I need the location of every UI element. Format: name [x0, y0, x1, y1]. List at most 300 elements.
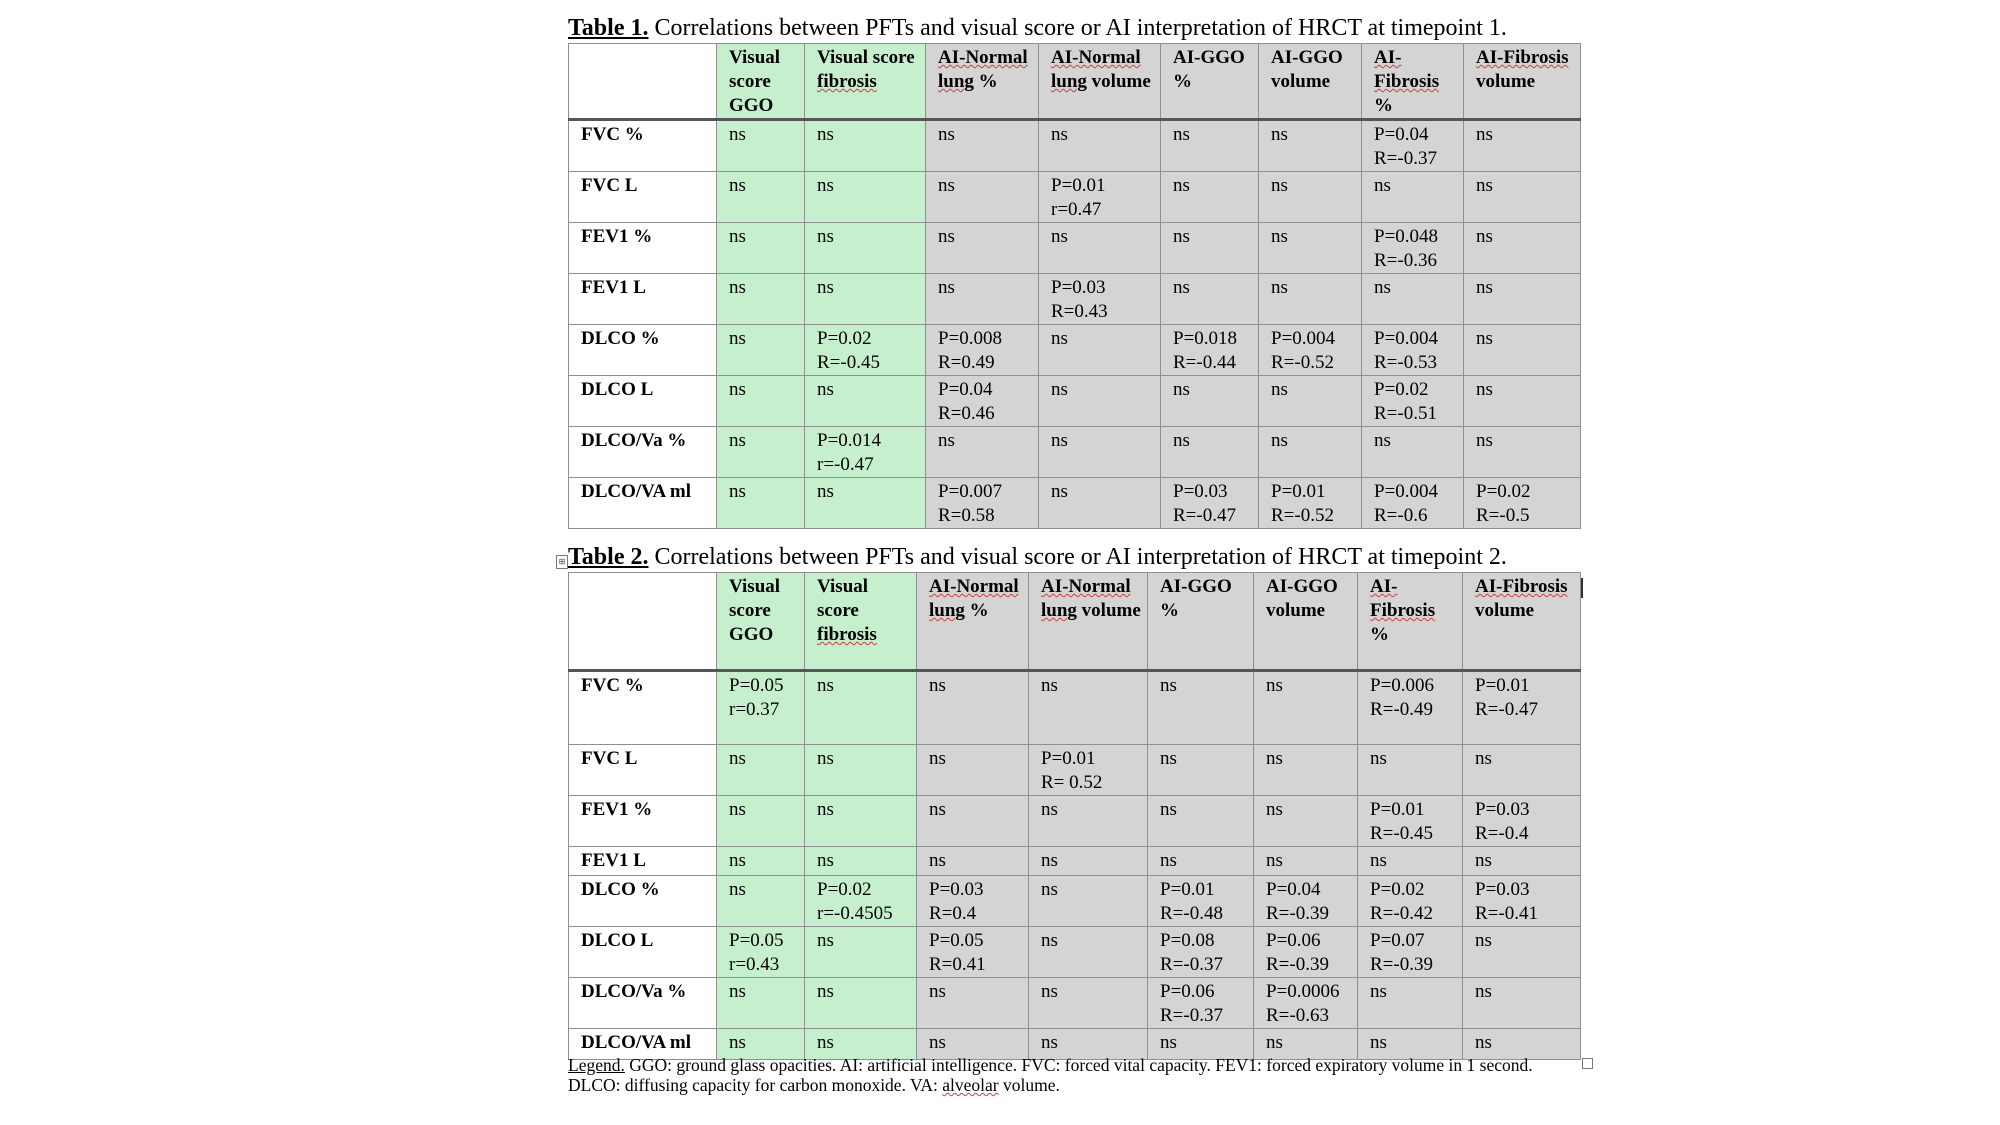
table-cell	[1259, 274, 1362, 325]
cell-line: ns	[1266, 748, 1283, 769]
cell-line: R=-0.45	[817, 352, 880, 373]
row-header-dlco-va-ml: DLCO/VA ml	[569, 1029, 717, 1060]
cell-line: R=-0.51	[1374, 403, 1437, 424]
cell-line: P=0.03	[1051, 277, 1106, 298]
cell-line: R=-0.49	[1370, 699, 1433, 720]
table1-caption-text: Correlations between PFTs and visual score or AI interpretation of HRCT at timepoint 1.	[648, 15, 1507, 41]
table-cell	[917, 847, 1029, 876]
table-cell	[1161, 223, 1259, 274]
cell-line: ns	[817, 850, 834, 871]
table-cell	[1358, 927, 1463, 978]
column-header-ai-ggo-volume: AI-GGO volume	[1254, 573, 1358, 671]
cell-line: ns	[817, 930, 834, 951]
table-cell	[917, 876, 1029, 927]
cell-line: R=-0.4	[1475, 823, 1529, 844]
table-cell	[1039, 325, 1161, 376]
cell-line: R=-0.37	[1374, 148, 1437, 169]
cell-line: ns	[938, 430, 955, 451]
table-cell	[1463, 671, 1581, 745]
cell-line: ns	[1476, 379, 1493, 400]
cell-line: ns	[1051, 328, 1068, 349]
corner-cell	[569, 44, 717, 120]
spellcheck-flagged-word: AI-Fibrosis	[1374, 47, 1440, 92]
cell-line: ns	[1370, 748, 1387, 769]
column-header-visual-score-ggo: Visual score GGO	[717, 573, 805, 671]
table-cell	[717, 927, 805, 978]
column-header-ai-fibrosis-volume: AI-Fibrosis volume	[1463, 573, 1581, 671]
cell-line: R=-0.39	[1266, 903, 1329, 924]
spellcheck-flagged-word: AI-Normal	[938, 47, 1028, 68]
cell-line: P=0.014	[817, 430, 882, 451]
table-cell	[1463, 927, 1581, 978]
cell-line: ns	[1475, 930, 1492, 951]
column-header-visual-score-fibrosis: Visual score fibrosis	[805, 44, 926, 120]
cell-line: R=-0.52	[1271, 505, 1334, 526]
cell-line: ns	[1476, 226, 1493, 247]
table-2	[568, 572, 1581, 1060]
cell-line: ns	[1051, 481, 1068, 502]
cell-line: R= 0.52	[1041, 772, 1103, 793]
table-cell	[717, 978, 805, 1029]
table-cell	[1259, 223, 1362, 274]
cell-line: ns	[1271, 124, 1288, 145]
corner-cell	[569, 573, 717, 671]
cell-line: ns	[1041, 675, 1058, 696]
cell-line: R=-0.63	[1266, 1005, 1329, 1026]
spellcheck-flagged-word: lung	[1051, 71, 1087, 92]
cell-line: ns	[1173, 430, 1190, 451]
cell-line: P=0.03	[929, 879, 984, 900]
spellcheck-flagged-word: lung	[1041, 600, 1077, 621]
spellcheck-flagged-word: AI-Normal	[929, 576, 1019, 597]
cell-line: P=0.03	[1173, 481, 1228, 502]
table-cell	[1254, 876, 1358, 927]
cell-line: P=0.004	[1374, 481, 1439, 502]
column-header-ai-fibrosis: AI-Fibrosis %	[1362, 44, 1464, 120]
cell-line: P=0.01	[1041, 748, 1096, 769]
table-cell	[1161, 172, 1259, 223]
table-cell	[1362, 223, 1464, 274]
cell-line: R=-0.39	[1370, 954, 1433, 975]
table-cell	[805, 376, 926, 427]
cell-line: R=0.46	[938, 403, 995, 424]
table-cell	[1148, 927, 1254, 978]
cell-line: P=0.03	[1475, 799, 1530, 820]
cell-line: ns	[729, 175, 746, 196]
table-cell	[1464, 274, 1581, 325]
column-header-ai-fibrosis: AI-Fibrosis %	[1358, 573, 1463, 671]
table-cell	[805, 796, 917, 847]
cell-line: P=0.04	[1266, 879, 1321, 900]
table-row	[569, 172, 1581, 223]
table-cell	[805, 671, 917, 745]
cell-line: P=0.01	[1051, 175, 1106, 196]
cell-line: P=0.018	[1173, 328, 1238, 349]
table-cell	[1259, 478, 1362, 529]
table-cell	[805, 274, 926, 325]
table-cell	[1463, 847, 1581, 876]
row-header-dlco: DLCO %	[569, 876, 717, 927]
cell-line: ns	[1051, 430, 1068, 451]
cell-line: ns	[1370, 1032, 1387, 1053]
cell-line: ns	[817, 981, 834, 1002]
table-cell	[1464, 325, 1581, 376]
table-cell	[1039, 427, 1161, 478]
table-cell	[1464, 427, 1581, 478]
table-cell	[1161, 478, 1259, 529]
table-cell	[1254, 927, 1358, 978]
cell-line: r=-0.47	[817, 454, 874, 475]
table2-label: Table 2.	[568, 544, 649, 570]
cell-line: ns	[1476, 277, 1493, 298]
cell-line: ns	[729, 879, 746, 900]
cell-line: P=0.06	[1160, 981, 1215, 1002]
cell-line: ns	[929, 748, 946, 769]
table-row	[569, 671, 1581, 745]
cell-line: ns	[1266, 799, 1283, 820]
table-cell	[805, 172, 926, 223]
cell-line: ns	[1041, 850, 1058, 871]
cell-line: ns	[938, 175, 955, 196]
column-header-ai-ggo-volume: AI-GGO volume	[1259, 44, 1362, 120]
table-cell	[717, 876, 805, 927]
table2-caption-text: Correlations between PFTs and visual score or AI interpretation of HRCT at timepoint 2.	[648, 544, 1507, 570]
table-cell	[1362, 325, 1464, 376]
cell-line: ns	[1173, 124, 1190, 145]
cell-line: P=0.02	[1370, 879, 1425, 900]
cell-line: ns	[817, 748, 834, 769]
table-cell	[1358, 876, 1463, 927]
cell-line: ns	[729, 1032, 746, 1053]
table-cell	[1259, 325, 1362, 376]
row-header-fev1-l: FEV1 L	[569, 274, 717, 325]
table-cell	[1358, 796, 1463, 847]
cell-line: ns	[1160, 1032, 1177, 1053]
legend-text: GGO: ground glass opacities. AI: artificial intelligence. FVC: forced vital capacity. FEV1: forced expiratory volume in 1 second. DLCO: diffusing capacity for carbon monoxide. VA: alveolar volume.	[568, 1055, 1533, 1095]
cell-line: P=0.03	[1475, 879, 1530, 900]
cell-line: R=-0.36	[1374, 250, 1437, 271]
cell-line: ns	[817, 226, 834, 247]
table-cell	[926, 325, 1039, 376]
table-cell	[1148, 745, 1254, 796]
table1-caption	[568, 14, 1507, 42]
table-cell	[917, 978, 1029, 1029]
cell-line: ns	[1173, 175, 1190, 196]
cell-line: ns	[1160, 675, 1177, 696]
cell-line: ns	[1271, 175, 1288, 196]
cell-line: r=0.47	[1051, 199, 1102, 220]
cell-line: R=-0.39	[1266, 954, 1329, 975]
spellcheck-flagged-word: fibrosis	[817, 624, 877, 645]
cell-line: ns	[1051, 379, 1068, 400]
table-cell	[805, 927, 917, 978]
column-header-ai-ggo: AI-GGO %	[1161, 44, 1259, 120]
cell-line: P=0.07	[1370, 930, 1425, 951]
cell-line: ns	[929, 981, 946, 1002]
cell-line: ns	[729, 481, 746, 502]
table-cell	[1358, 847, 1463, 876]
table-cell	[1039, 274, 1161, 325]
cell-line: P=0.006	[1370, 675, 1435, 696]
cell-line: ns	[1051, 226, 1068, 247]
cell-line: ns	[1271, 379, 1288, 400]
table-cell	[805, 120, 926, 172]
cell-line: P=0.05	[929, 930, 984, 951]
table-cell	[805, 325, 926, 376]
cell-line: ns	[1475, 981, 1492, 1002]
table-cell	[1259, 376, 1362, 427]
cell-line: ns	[1266, 850, 1283, 871]
table-cell	[1463, 745, 1581, 796]
table-row	[569, 325, 1581, 376]
table-cell	[805, 478, 926, 529]
table-cell	[1148, 796, 1254, 847]
cell-line: R=0.41	[929, 954, 986, 975]
table-cell	[1362, 120, 1464, 172]
cell-line: R=0.58	[938, 505, 995, 526]
table-cell	[1029, 796, 1148, 847]
cell-line: ns	[1160, 850, 1177, 871]
cell-line: ns	[1041, 799, 1058, 820]
cell-line: ns	[929, 799, 946, 820]
table-cell	[1254, 796, 1358, 847]
cell-line: P=0.02	[1374, 379, 1429, 400]
table-cell	[926, 120, 1039, 172]
cell-line: ns	[817, 799, 834, 820]
table-cell	[1362, 427, 1464, 478]
cell-line: P=0.004	[1271, 328, 1336, 349]
cell-line: P=0.05	[729, 675, 784, 696]
cell-line: r=-0.4505	[817, 903, 893, 924]
cell-line: R=0.4	[929, 903, 977, 924]
legend-label: Legend.	[568, 1055, 625, 1075]
cell-line: P=0.02	[1476, 481, 1531, 502]
cell-line: P=0.01	[1160, 879, 1215, 900]
table-cell	[1259, 172, 1362, 223]
table-row	[569, 745, 1581, 796]
table-cell	[1148, 671, 1254, 745]
cell-line: ns	[1173, 226, 1190, 247]
cell-line: P=0.05	[729, 930, 784, 951]
row-header-fvc-l: FVC L	[569, 745, 717, 796]
cell-line: P=0.04	[938, 379, 993, 400]
cell-line: P=0.01	[1271, 481, 1326, 502]
cell-line: R=-0.47	[1173, 505, 1236, 526]
cell-line: ns	[1271, 430, 1288, 451]
table-cell	[717, 427, 805, 478]
cell-line: ns	[817, 379, 834, 400]
row-header-dlco-va: DLCO/Va %	[569, 978, 717, 1029]
cell-line: R=-0.37	[1160, 954, 1223, 975]
spellcheck-flagged-word: lung	[938, 71, 974, 92]
table-cell	[1039, 376, 1161, 427]
table-cell	[717, 745, 805, 796]
cell-line: ns	[1266, 1032, 1283, 1053]
cell-line: ns	[729, 850, 746, 871]
cell-line: R=-0.48	[1160, 903, 1223, 924]
row-header-fev1-l: FEV1 L	[569, 847, 717, 876]
cell-line: ns	[817, 124, 834, 145]
table-cell	[1358, 745, 1463, 796]
table-cell	[1464, 172, 1581, 223]
cell-line: ns	[1160, 748, 1177, 769]
column-header-ai-fibrosis-volume: AI-Fibrosis volume	[1464, 44, 1581, 120]
table-cell	[1259, 427, 1362, 478]
table-cell	[1148, 978, 1254, 1029]
cell-line: ns	[1041, 1032, 1058, 1053]
table-cell	[926, 274, 1039, 325]
spellcheck-flagged-word: AI-Fibrosis	[1475, 576, 1568, 597]
spellcheck-flagged-word: AI-Normal	[1041, 576, 1131, 597]
table-cell	[717, 478, 805, 529]
table-row	[569, 876, 1581, 927]
cell-line: ns	[929, 1032, 946, 1053]
table-row	[569, 927, 1581, 978]
row-header-fvc: FVC %	[569, 120, 717, 172]
table-resize-handle[interactable]	[1582, 1058, 1593, 1069]
cell-line: ns	[729, 430, 746, 451]
cell-line: ns	[729, 124, 746, 145]
table-move-handle-icon[interactable]: ⊞	[556, 555, 568, 569]
spellcheck-flagged-word: AI-Fibrosis	[1370, 576, 1436, 621]
table-cell	[717, 274, 805, 325]
column-header-ai-normal-lung-volume: AI-Normal lung volume	[1039, 44, 1161, 120]
table-cell	[1161, 325, 1259, 376]
column-header-ai-normal-lung: AI-Normal lung %	[926, 44, 1039, 120]
cell-line: P=0.048	[1374, 226, 1439, 247]
cell-line: P=0.01	[1475, 675, 1530, 696]
cell-line: R=0.49	[938, 352, 995, 373]
table-cell	[1161, 376, 1259, 427]
column-header-ai-ggo: AI-GGO %	[1148, 573, 1254, 671]
cell-line: P=0.02	[817, 879, 872, 900]
cell-line: P=0.02	[817, 328, 872, 349]
table2-caption	[568, 543, 1507, 571]
table-cell	[1362, 274, 1464, 325]
table-cell	[1254, 671, 1358, 745]
cell-line: ns	[1271, 277, 1288, 298]
cell-line: R=0.43	[1051, 301, 1108, 322]
cell-line: ns	[817, 1032, 834, 1053]
cell-line: ns	[1266, 675, 1283, 696]
cell-line: R=-0.44	[1173, 352, 1236, 373]
cell-line: ns	[729, 328, 746, 349]
cell-line: ns	[729, 379, 746, 400]
table-cell	[917, 671, 1029, 745]
table-cell	[1464, 478, 1581, 529]
cell-line: P=0.007	[938, 481, 1003, 502]
cell-line: P=0.004	[1374, 328, 1439, 349]
cell-line: ns	[1041, 981, 1058, 1002]
spellcheck-flagged-word: lung	[929, 600, 965, 621]
table-cell	[917, 927, 1029, 978]
table-cell	[1464, 223, 1581, 274]
table-cell	[805, 427, 926, 478]
cell-line: P=0.01	[1370, 799, 1425, 820]
cell-line: ns	[1475, 748, 1492, 769]
table-cell	[917, 796, 1029, 847]
table-cell	[1161, 427, 1259, 478]
cell-line: ns	[1475, 1032, 1492, 1053]
cell-line: ns	[817, 675, 834, 696]
table-cell	[717, 325, 805, 376]
cell-line: ns	[1374, 277, 1391, 298]
table-cell	[1039, 172, 1161, 223]
cell-line: P=0.08	[1160, 930, 1215, 951]
cell-line: ns	[938, 226, 955, 247]
row-header-dlco-va-ml: DLCO/VA ml	[569, 478, 717, 529]
table-cell	[1254, 745, 1358, 796]
table-cell	[1161, 120, 1259, 172]
cell-line: ns	[1374, 175, 1391, 196]
cell-line: ns	[1051, 124, 1068, 145]
table-cell	[805, 223, 926, 274]
cell-line: ns	[729, 799, 746, 820]
table-cell	[917, 745, 1029, 796]
row-header-fvc-l: FVC L	[569, 172, 717, 223]
cell-line: R=-0.41	[1475, 903, 1538, 924]
table-cell	[1259, 120, 1362, 172]
table-cell	[926, 172, 1039, 223]
table-cell	[1029, 847, 1148, 876]
table-cell	[1029, 876, 1148, 927]
legend	[568, 1055, 1580, 1095]
table-cell	[717, 847, 805, 876]
cell-line: R=-0.42	[1370, 903, 1433, 924]
column-header-ai-normal-lung: AI-Normal lung %	[917, 573, 1029, 671]
row-header-dlco-va: DLCO/Va %	[569, 427, 717, 478]
table-cell	[717, 120, 805, 172]
cell-line: ns	[1374, 430, 1391, 451]
spellcheck-flagged-word: AI-Normal	[1051, 47, 1141, 68]
cell-line: r=0.37	[729, 699, 780, 720]
table-cell	[717, 223, 805, 274]
cell-line: ns	[938, 124, 955, 145]
column-header-visual-score-ggo: Visual score GGO	[717, 44, 805, 120]
cell-line: R=-0.52	[1271, 352, 1334, 373]
table-cell	[1254, 847, 1358, 876]
cell-line: ns	[1173, 277, 1190, 298]
cell-line: R=-0.53	[1374, 352, 1437, 373]
table1-label: Table 1.	[568, 15, 649, 41]
table-cell	[1362, 172, 1464, 223]
table-cell	[1039, 223, 1161, 274]
cell-line: ns	[729, 981, 746, 1002]
spellcheck-flagged-word: alveolar	[942, 1075, 999, 1095]
cell-line: ns	[729, 277, 746, 298]
cell-line: P=0.008	[938, 328, 1003, 349]
table-cell	[717, 796, 805, 847]
cell-line: ns	[817, 175, 834, 196]
cell-line: ns	[729, 748, 746, 769]
column-header-visual-score-fibrosis: Visual score fibrosis	[805, 573, 917, 671]
table-cell	[926, 376, 1039, 427]
spellcheck-flagged-word: fibrosis	[817, 71, 877, 92]
table-cell	[717, 671, 805, 745]
cell-line: ns	[1041, 930, 1058, 951]
cell-line: ns	[1041, 879, 1058, 900]
cell-line: ns	[817, 481, 834, 502]
table-row	[569, 427, 1581, 478]
cell-line: ns	[1271, 226, 1288, 247]
table-cell	[1464, 376, 1581, 427]
cell-line: ns	[1370, 981, 1387, 1002]
column-header-ai-normal-lung-volume: AI-Normal lung volume	[1029, 573, 1148, 671]
row-header-dlco-l: DLCO L	[569, 376, 717, 427]
row-header-dlco: DLCO %	[569, 325, 717, 376]
cell-line: ns	[938, 277, 955, 298]
cell-line: ns	[1370, 850, 1387, 871]
